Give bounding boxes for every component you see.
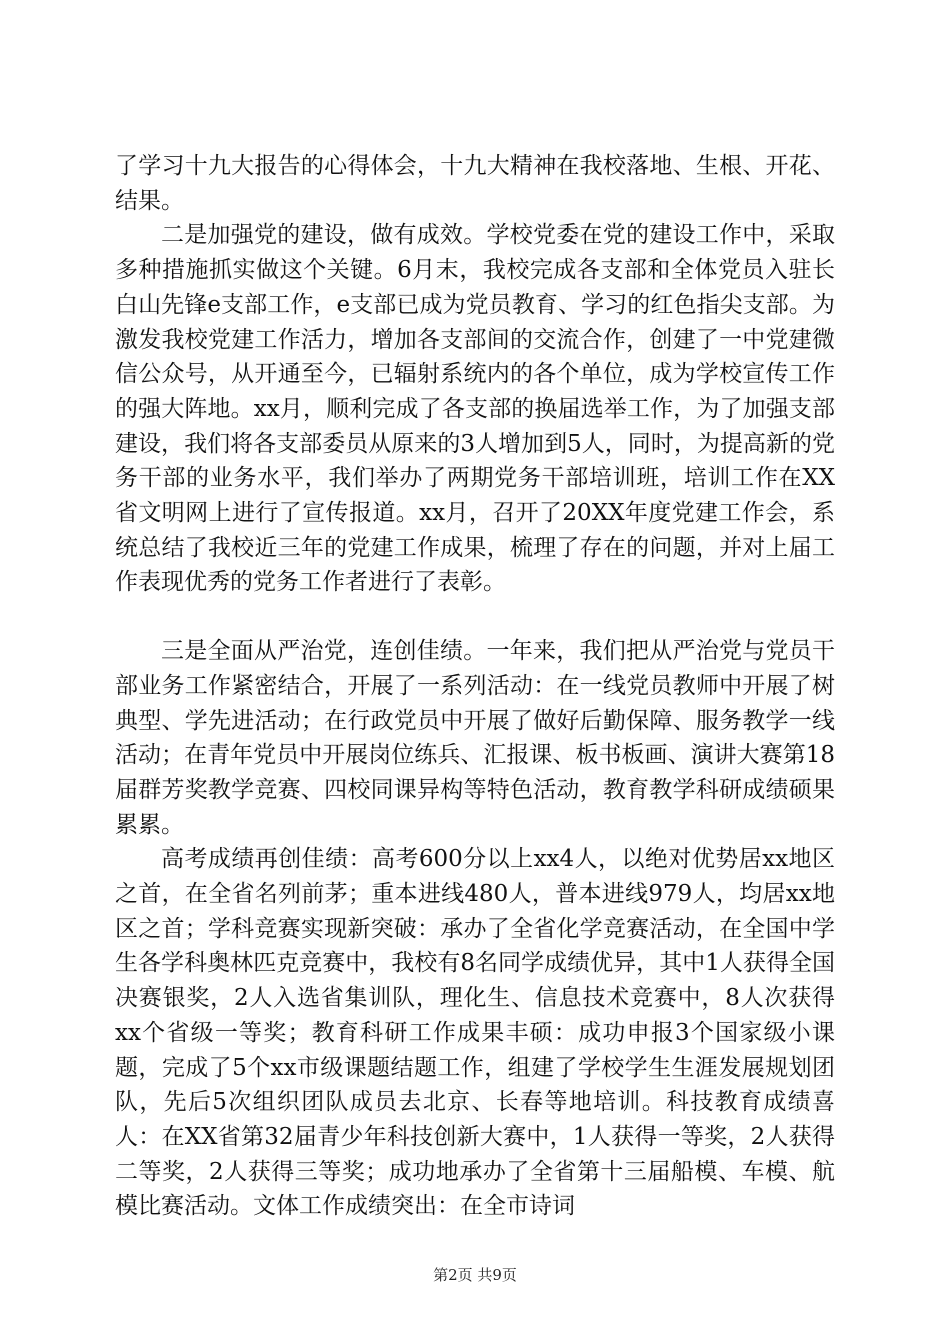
- document-body: [115, 149, 835, 1224]
- paragraph-achievements: 高考成绩再创佳绩：高考600分以上xx4人，以绝对优势居xx地区之首，在全省名列前茅；重本进线480人，普本进线979人，均居xx地区之首；学科竞赛实现新突破：承办了全省化学竞赛活动，在全国中学生各学科奥林匹克竞赛中，我校有8名同学成绩优异，其中1人获得全国决赛银奖，2人入选省集训队，理化生、信息技术竞赛中，8人次获得xx个省级一等奖；教育科研工作成果丰硕：成功申报3个国家级小课题，完成了5个xx市级课题结题工作，组建了学校学生生涯发展规划团队，先后5次组织团队成员去北京、长春等地培训。科技教育成绩喜人：在XX省第32届青少年科技创新大赛中，1人获得一等奖，2人获得二等奖，2人获得三等奖；成功地承办了全省第十三届船模、车模、航模比赛活动。文体工作成绩突出：在全市诗词: [115, 846, 835, 1220]
- paragraph-strict-governance: 三是全面从严治党，连创佳绩。一年来，我们把从严治党与党员干部业务工作紧密结合，开展了一系列活动：在一线党员教师中开展了树典型、学先进活动；在行政党员中开展了做好后勤保障、服务教学一线活动；在青年党员中开展岗位练兵、汇报课、板书板画、演讲大赛第18届群芳奖教学竞赛、四校同课异构等特色活动，教育教学科研成绩硕果累累。: [115, 638, 835, 838]
- page-number-footer: 第2页 共9页: [433, 1266, 517, 1284]
- paragraph-continuation: 了学习十九大报告的心得体会，十九大精神在我校落地、生根、开花、结果。: [115, 153, 835, 214]
- paragraph-party-building: 二是加强党的建设，做有成效。学校党委在党的建设工作中，采取多种措施抓实做这个关键。6月末，我校完成各支部和全体党员入驻长白山先锋e支部工作，e支部已成为党员教育、学习的红色指尖支部。为激发我校党建工作活力，增加各支部间的交流合作，创建了一中党建微信公众号，从开通至今，已辐射系统内的各个单位，成为学校宣传工作的强大阵地。xx月，顺利完成了各支部的换届选举工作，为了加强支部建设，我们将各支部委员从原来的3人增加到5人，同时，为提高新的党务干部的业务水平，我们举办了两期党务干部培训班，培训工作在XX省文明网上进行了宣传报道。xx月，召开了20XX年度党建工作会，系统总结了我校近三年的党建工作成果，梳理了存在的问题，并对上届工作表现优秀的党务工作者进行了表彰。: [115, 222, 835, 596]
